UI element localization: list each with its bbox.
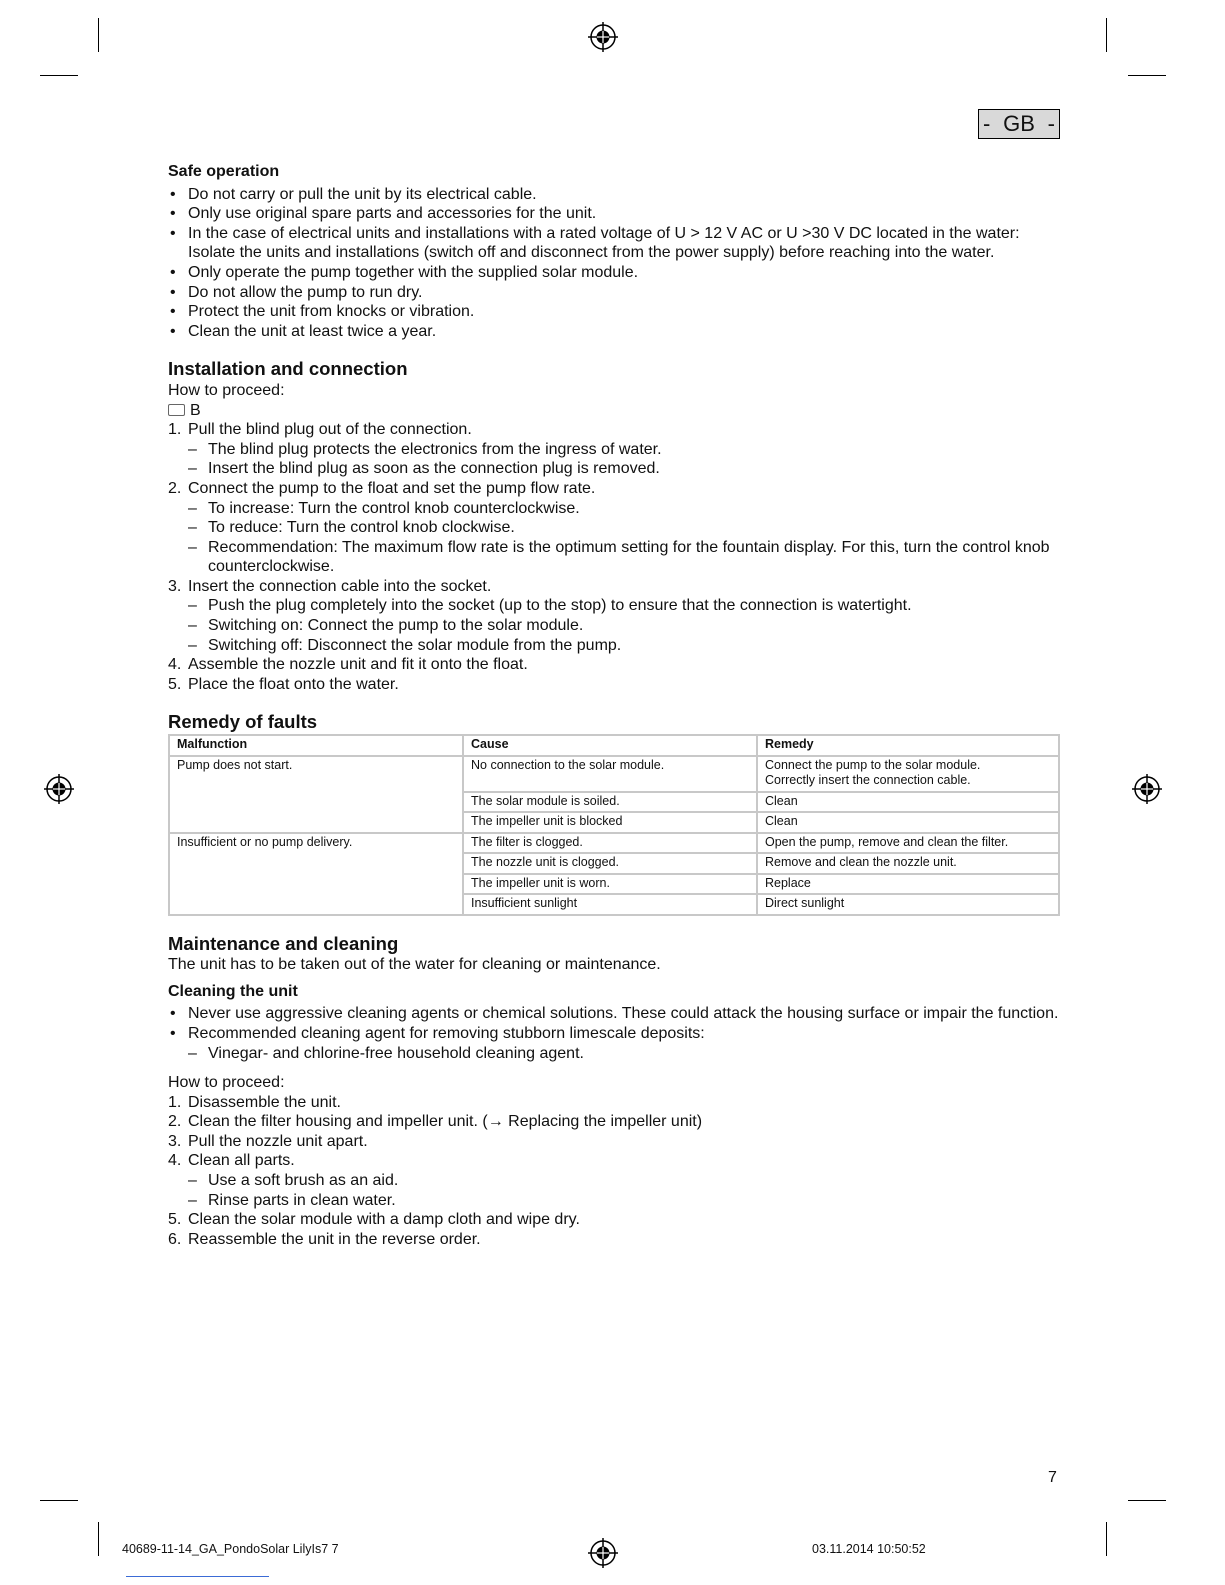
sub-item: – Rinse parts in clean water.: [168, 1191, 1060, 1211]
crop-mark: [40, 1500, 78, 1501]
step-item: [168, 577, 1060, 597]
step-item: [168, 1230, 1060, 1250]
step-item: [168, 1132, 1060, 1152]
maintenance-intro: The unit has to be taken out of the water for cleaning or maintenance.: [168, 956, 661, 974]
step-number: 2.: [168, 1113, 182, 1131]
column-header: Cause: [463, 735, 757, 756]
column-header: Remedy: [757, 735, 1059, 756]
sub-item: – To increase: Turn the control knob counterclockwise.: [168, 499, 1060, 519]
step-sublist: [168, 440, 1060, 479]
list-item: • Do not allow the pump to run dry.: [168, 283, 1060, 303]
installation-intro: How to proceed:: [168, 381, 285, 399]
step-item: [168, 479, 1060, 499]
faults-table: [168, 734, 1060, 916]
step-text: Insert the connection cable into the socket.: [188, 577, 492, 595]
sub-item: – Switching on: Connect the pump to the solar module.: [168, 616, 1060, 636]
installation-steps: [168, 577, 1060, 597]
page-number: 7: [1048, 1469, 1057, 1486]
crop-mark: [1106, 18, 1107, 52]
step-number: 2.: [168, 479, 182, 497]
list-item: • Never use aggressive cleaning agents or chemical solutions. These could attack the housing surface or impair the function.: [168, 1004, 1060, 1024]
sub-item: – Insert the blind plug as soon as the connection plug is removed.: [168, 459, 1060, 479]
faults-heading: Remedy of faults: [168, 711, 318, 733]
step-text: Assemble the nozzle unit and fit it onto the float.: [188, 656, 528, 674]
step-text: Clean the filter housing and impeller unit. (→ Replacing the impeller unit): [188, 1113, 703, 1131]
step-number: 1.: [168, 1093, 182, 1111]
cleaning-list: [168, 1004, 1060, 1043]
figure-icon: [168, 404, 185, 416]
step-sublist: [168, 596, 1060, 655]
maintenance-heading: Maintenance and cleaning: [168, 932, 399, 954]
list-item: • In the case of electrical units and installations with a rated voltage of U > 12 V AC or U >30 V DC located in the water: Isolate the units and installations (switch off and disconnect from the power supply) before reaching into the water.: [168, 224, 1060, 263]
step-number: 5.: [168, 1211, 182, 1229]
cause-cell: The impeller unit is worn.: [463, 874, 757, 895]
step-text: Disassemble the unit.: [188, 1093, 341, 1111]
table-row: [169, 756, 1059, 792]
step-item: [168, 1112, 1060, 1132]
column-header: Malfunction: [169, 735, 463, 756]
safe-operation-list: [168, 185, 1060, 342]
footer-underline: [126, 1576, 269, 1577]
remedy-line: Connect the pump to the solar module.: [765, 757, 981, 772]
sub-item: – Vinegar- and chlorine-free household cleaning agent.: [168, 1044, 1060, 1064]
list-item: • Recommended cleaning agent for removing stubborn limescale deposits:: [168, 1024, 1060, 1044]
list-item: • Protect the unit from knocks or vibration.: [168, 302, 1060, 322]
remedy-cell: Direct sunlight: [757, 894, 1059, 915]
step-number: 3.: [168, 1132, 182, 1150]
footer-file-info: 40689-11-14_GA_PondoSolar LilyIs7 7: [122, 1542, 339, 1556]
step-number: 6.: [168, 1230, 182, 1248]
figure-label: B: [190, 401, 201, 419]
installation-heading: Installation and connection: [168, 358, 408, 380]
step-text: Pull the blind plug out of the connection.: [188, 421, 472, 439]
step-number: 4.: [168, 656, 182, 674]
step-text: Reassemble the unit in the reverse order.: [188, 1230, 481, 1248]
list-item: • Do not carry or pull the unit by its electrical cable.: [168, 185, 1060, 205]
sub-item: – Push the plug completely into the socket (up to the stop) to ensure that the connection is watertight.: [168, 596, 1060, 616]
table-row: [169, 833, 1059, 854]
list-item: • Only operate the pump together with the supplied solar module.: [168, 263, 1060, 283]
step-item: [168, 655, 1060, 675]
crop-mark: [40, 75, 78, 76]
registration-mark-icon: [588, 22, 618, 52]
cause-cell: No connection to the solar module.: [463, 756, 757, 792]
remedy-cell: Clean: [757, 812, 1059, 833]
cause-cell: The solar module is soiled.: [463, 792, 757, 813]
sub-item: – Use a soft brush as an aid.: [168, 1171, 1060, 1191]
step-item: [168, 1210, 1060, 1230]
language-badge-dash: -: [983, 111, 991, 136]
malfunction-cell: Pump does not start.: [169, 756, 463, 833]
crop-mark: [1128, 75, 1166, 76]
step-number: 1.: [168, 421, 182, 439]
maintenance-steps: [168, 1093, 1060, 1171]
crop-mark: [1106, 1522, 1107, 1556]
cause-cell: The filter is clogged.: [463, 833, 757, 854]
cleaning-heading: Cleaning the unit: [168, 982, 298, 1000]
registration-mark-icon: [1132, 774, 1162, 804]
installation-steps: [168, 420, 1060, 440]
crop-mark: [1128, 1500, 1166, 1501]
figure-reference: [168, 401, 1060, 421]
step-text: Clean all parts.: [188, 1152, 295, 1170]
maintenance-steps: [168, 1210, 1060, 1249]
step-sublist: [168, 1171, 1060, 1210]
cause-cell: Insufficient sunlight: [463, 894, 757, 915]
list-item: • Clean the unit at least twice a year.: [168, 322, 1060, 342]
step-item: [168, 420, 1060, 440]
safe-operation-heading: Safe operation: [168, 163, 280, 180]
table-header-row: [169, 735, 1059, 756]
step-item: [168, 675, 1060, 695]
step-item: [168, 1093, 1060, 1113]
list-item: • Only use original spare parts and accessories for the unit.: [168, 204, 1060, 224]
cause-cell: The nozzle unit is clogged.: [463, 853, 757, 874]
sub-item: – To reduce: Turn the control knob clockwise.: [168, 518, 1060, 538]
remedy-line: Correctly insert the connection cable.: [765, 773, 971, 788]
step-sublist: [168, 499, 1060, 577]
sub-item: – Recommendation: The maximum flow rate is the optimum setting for the fountain display. For this, turn the control knob counterclockwise.: [168, 538, 1060, 577]
installation-steps: [168, 655, 1060, 694]
registration-mark-icon: [588, 1538, 618, 1568]
step-number: 3.: [168, 577, 182, 595]
step-text: Clean the solar module with a damp cloth and wipe dry.: [188, 1211, 580, 1229]
remedy-cell: Clean: [757, 792, 1059, 813]
step-number: 5.: [168, 675, 182, 693]
language-code: GB: [1003, 111, 1035, 136]
remedy-cell: Remove and clean the nozzle unit.: [757, 853, 1059, 874]
step-item: [168, 1151, 1060, 1171]
cause-cell: The impeller unit is blocked: [463, 812, 757, 833]
cleaning-sublist: [168, 1044, 1060, 1064]
sub-item: – Switching off: Disconnect the solar module from the pump.: [168, 636, 1060, 656]
language-badge-dash: -: [1047, 111, 1055, 136]
crop-mark: [98, 1522, 99, 1556]
remedy-cell: [757, 756, 1059, 792]
malfunction-cell: Insufficient or no pump delivery.: [169, 833, 463, 915]
sub-item: – The blind plug protects the electronics from the ingress of water.: [168, 440, 1060, 460]
step-text: Place the float onto the water.: [188, 675, 399, 693]
page-content: [168, 162, 1060, 1249]
language-badge: [978, 109, 1060, 139]
installation-steps: [168, 479, 1060, 499]
maintenance-proceed: How to proceed:: [168, 1074, 285, 1092]
crop-mark: [98, 18, 99, 52]
footer-datetime: 03.11.2014 10:50:52: [812, 1542, 926, 1556]
step-text: Pull the nozzle unit apart.: [188, 1132, 368, 1150]
registration-mark-icon: [44, 774, 74, 804]
remedy-cell: Open the pump, remove and clean the filter.: [757, 833, 1059, 854]
remedy-cell: Replace: [757, 874, 1059, 895]
step-text: Connect the pump to the float and set the pump flow rate.: [188, 479, 596, 497]
step-number: 4.: [168, 1152, 182, 1170]
